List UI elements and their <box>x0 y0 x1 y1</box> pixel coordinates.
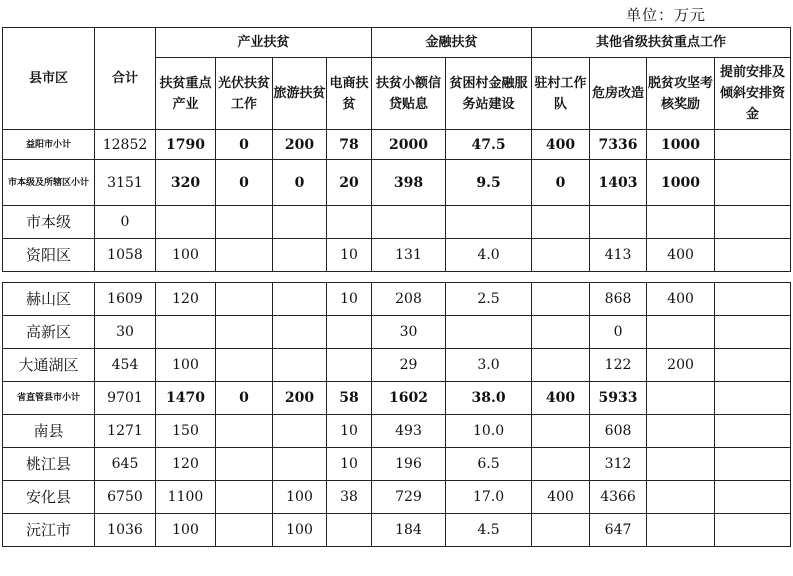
table-cell <box>647 448 715 481</box>
table-cell: 400 <box>532 130 590 160</box>
table-cell: 320 <box>156 160 216 206</box>
table-cell <box>216 206 273 239</box>
table-cell <box>715 160 791 206</box>
separator-cell <box>3 272 791 283</box>
table-cell: 400 <box>647 283 715 316</box>
table-cell: 4366 <box>590 481 647 514</box>
row-total-cell: 30 <box>95 316 156 349</box>
table-row <box>3 206 791 239</box>
table-row <box>3 382 791 415</box>
table-cell <box>532 349 590 382</box>
table-cell: 400 <box>532 382 590 415</box>
table-cell <box>715 415 791 448</box>
row-total-cell: 0 <box>95 206 156 239</box>
table-cell <box>216 415 273 448</box>
table-cell <box>273 283 327 316</box>
table-row <box>3 514 791 547</box>
table-cell: 196 <box>372 448 446 481</box>
table-cell: 38.0 <box>446 382 532 415</box>
table-row <box>3 448 791 481</box>
row-name-cell: 市本级及所辖区小计 <box>3 160 95 206</box>
table-cell <box>715 448 791 481</box>
table-cell: 122 <box>590 349 647 382</box>
table-cell: 0 <box>216 160 273 206</box>
table-row <box>3 316 791 349</box>
table-cell <box>273 349 327 382</box>
table-row <box>3 130 791 160</box>
header-group-other: 其他省级扶贫重点工作 <box>532 28 791 58</box>
table-cell: 17.0 <box>446 481 532 514</box>
table-cell: 9.5 <box>446 160 532 206</box>
header-sub: 贫困村金融服务站建设 <box>446 58 532 130</box>
table-cell: 413 <box>590 239 647 272</box>
table-cell <box>156 316 216 349</box>
table-cell: 7336 <box>590 130 647 160</box>
table-cell: 493 <box>372 415 446 448</box>
unit-label: 单位：万元 <box>626 6 707 24</box>
table-cell: 29 <box>372 349 446 382</box>
table-cell: 0 <box>532 160 590 206</box>
header-sub: 提前安排及倾斜安排资金 <box>715 58 791 130</box>
table-cell <box>446 316 532 349</box>
row-name-cell: 资阳区 <box>3 239 95 272</box>
table-cell <box>532 316 590 349</box>
table-cell <box>327 514 372 547</box>
table-cell: 10 <box>327 283 372 316</box>
table-cell: 100 <box>273 481 327 514</box>
table-cell <box>273 415 327 448</box>
header-sub: 旅游扶贫 <box>273 58 327 130</box>
table-cell: 100 <box>273 514 327 547</box>
header-group-industry: 产业扶贫 <box>156 28 372 58</box>
table-cell: 100 <box>156 514 216 547</box>
table-cell <box>590 206 647 239</box>
table-cell: 729 <box>372 481 446 514</box>
table-cell <box>532 448 590 481</box>
row-total-cell: 9701 <box>95 382 156 415</box>
row-total-cell: 1271 <box>95 415 156 448</box>
table-cell: 38 <box>327 481 372 514</box>
table-cell: 1790 <box>156 130 216 160</box>
table-cell: 1470 <box>156 382 216 415</box>
poverty-funds-table <box>2 27 791 547</box>
row-total-cell: 1036 <box>95 514 156 547</box>
header-sub: 扶贫小额信贷贴息 <box>372 58 446 130</box>
table-cell: 10 <box>327 415 372 448</box>
table-cell: 10 <box>327 448 372 481</box>
table-cell: 100 <box>156 349 216 382</box>
table-cell <box>715 283 791 316</box>
header-group-finance: 金融扶贫 <box>372 28 532 58</box>
table-cell: 10.0 <box>446 415 532 448</box>
table-cell: 2.5 <box>446 283 532 316</box>
row-total-cell: 12852 <box>95 130 156 160</box>
table-cell: 400 <box>532 481 590 514</box>
table-cell: 0 <box>216 130 273 160</box>
row-total-cell: 6750 <box>95 481 156 514</box>
row-total-cell: 645 <box>95 448 156 481</box>
table-cell: 2000 <box>372 130 446 160</box>
table-cell <box>216 349 273 382</box>
table-cell: 20 <box>327 160 372 206</box>
table-cell: 1602 <box>372 382 446 415</box>
table-cell: 6.5 <box>446 448 532 481</box>
table-cell <box>715 206 791 239</box>
header-sub: 扶贫重点产业 <box>156 58 216 130</box>
table-cell: 0 <box>590 316 647 349</box>
table-cell: 400 <box>647 239 715 272</box>
table-cell: 1000 <box>647 130 715 160</box>
table-row <box>3 160 791 206</box>
row-name-cell: 省直管县市小计 <box>3 382 95 415</box>
row-name-cell: 南县 <box>3 415 95 448</box>
header-sub: 危房改造 <box>590 58 647 130</box>
table-cell <box>647 415 715 448</box>
row-name-cell: 益阳市小计 <box>3 130 95 160</box>
row-name-cell: 大通湖区 <box>3 349 95 382</box>
table-cell <box>216 283 273 316</box>
table-cell: 150 <box>156 415 216 448</box>
table-cell <box>216 448 273 481</box>
table-cell: 398 <box>372 160 446 206</box>
table-cell <box>715 316 791 349</box>
table-cell: 1100 <box>156 481 216 514</box>
row-name-cell: 赫山区 <box>3 283 95 316</box>
header-sub: 驻村工作队 <box>532 58 590 130</box>
table-cell <box>216 316 273 349</box>
table-cell <box>156 206 216 239</box>
table-cell: 3.0 <box>446 349 532 382</box>
table-row <box>3 481 791 514</box>
table-cell: 200 <box>273 382 327 415</box>
row-name-cell: 市本级 <box>3 206 95 239</box>
row-total-cell: 1609 <box>95 283 156 316</box>
row-total-cell: 1058 <box>95 239 156 272</box>
header-sub: 脱贫攻坚考核奖励 <box>647 58 715 130</box>
table-cell <box>216 239 273 272</box>
table-row <box>3 283 791 316</box>
table-cell <box>532 206 590 239</box>
table-cell: 100 <box>156 239 216 272</box>
table-row <box>3 415 791 448</box>
row-name-cell: 桃江县 <box>3 448 95 481</box>
table-cell <box>372 206 446 239</box>
table-cell: 4.0 <box>446 239 532 272</box>
table-cell <box>715 130 791 160</box>
table-cell <box>647 514 715 547</box>
table-cell <box>216 514 273 547</box>
table-cell: 4.5 <box>446 514 532 547</box>
table-cell <box>327 206 372 239</box>
table-cell <box>273 448 327 481</box>
table-cell: 184 <box>372 514 446 547</box>
table-cell: 312 <box>590 448 647 481</box>
table-cell <box>532 514 590 547</box>
table-cell <box>715 514 791 547</box>
table-cell <box>273 239 327 272</box>
table-cell: 58 <box>327 382 372 415</box>
table-cell <box>216 481 273 514</box>
table-cell <box>715 349 791 382</box>
table-cell: 0 <box>216 382 273 415</box>
table-cell <box>647 481 715 514</box>
table-cell: 0 <box>273 160 327 206</box>
header-total: 合计 <box>95 28 156 130</box>
table-cell <box>715 382 791 415</box>
table-cell <box>327 316 372 349</box>
table-cell <box>446 206 532 239</box>
table-body <box>3 130 791 547</box>
row-total-cell: 454 <box>95 349 156 382</box>
table-cell: 78 <box>327 130 372 160</box>
header-county: 县市区 <box>3 28 95 130</box>
table-cell: 47.5 <box>446 130 532 160</box>
table-cell <box>647 382 715 415</box>
table-cell: 120 <box>156 283 216 316</box>
table-cell: 1000 <box>647 160 715 206</box>
table-cell <box>532 239 590 272</box>
table-cell <box>327 349 372 382</box>
table-cell <box>647 316 715 349</box>
table-cell <box>532 283 590 316</box>
table-cell: 647 <box>590 514 647 547</box>
table-cell: 1403 <box>590 160 647 206</box>
row-name-cell: 安化县 <box>3 481 95 514</box>
row-name-cell: 高新区 <box>3 316 95 349</box>
row-total-cell: 3151 <box>95 160 156 206</box>
table-cell: 200 <box>273 130 327 160</box>
table-cell: 208 <box>372 283 446 316</box>
table-cell <box>273 206 327 239</box>
table-separator <box>3 272 791 283</box>
header-sub: 光伏扶贫工作 <box>216 58 273 130</box>
table-cell <box>647 206 715 239</box>
table-row <box>3 239 791 272</box>
table-cell: 131 <box>372 239 446 272</box>
table-cell: 5933 <box>590 382 647 415</box>
table-cell <box>532 415 590 448</box>
table-cell: 868 <box>590 283 647 316</box>
row-name-cell: 沅江市 <box>3 514 95 547</box>
table-cell: 608 <box>590 415 647 448</box>
table-cell: 120 <box>156 448 216 481</box>
table-cell: 10 <box>327 239 372 272</box>
table-row <box>3 349 791 382</box>
header-sub: 电商扶贫 <box>327 58 372 130</box>
table-cell <box>715 239 791 272</box>
table-cell <box>715 481 791 514</box>
table-cell: 200 <box>647 349 715 382</box>
table-cell <box>273 316 327 349</box>
table-cell: 30 <box>372 316 446 349</box>
